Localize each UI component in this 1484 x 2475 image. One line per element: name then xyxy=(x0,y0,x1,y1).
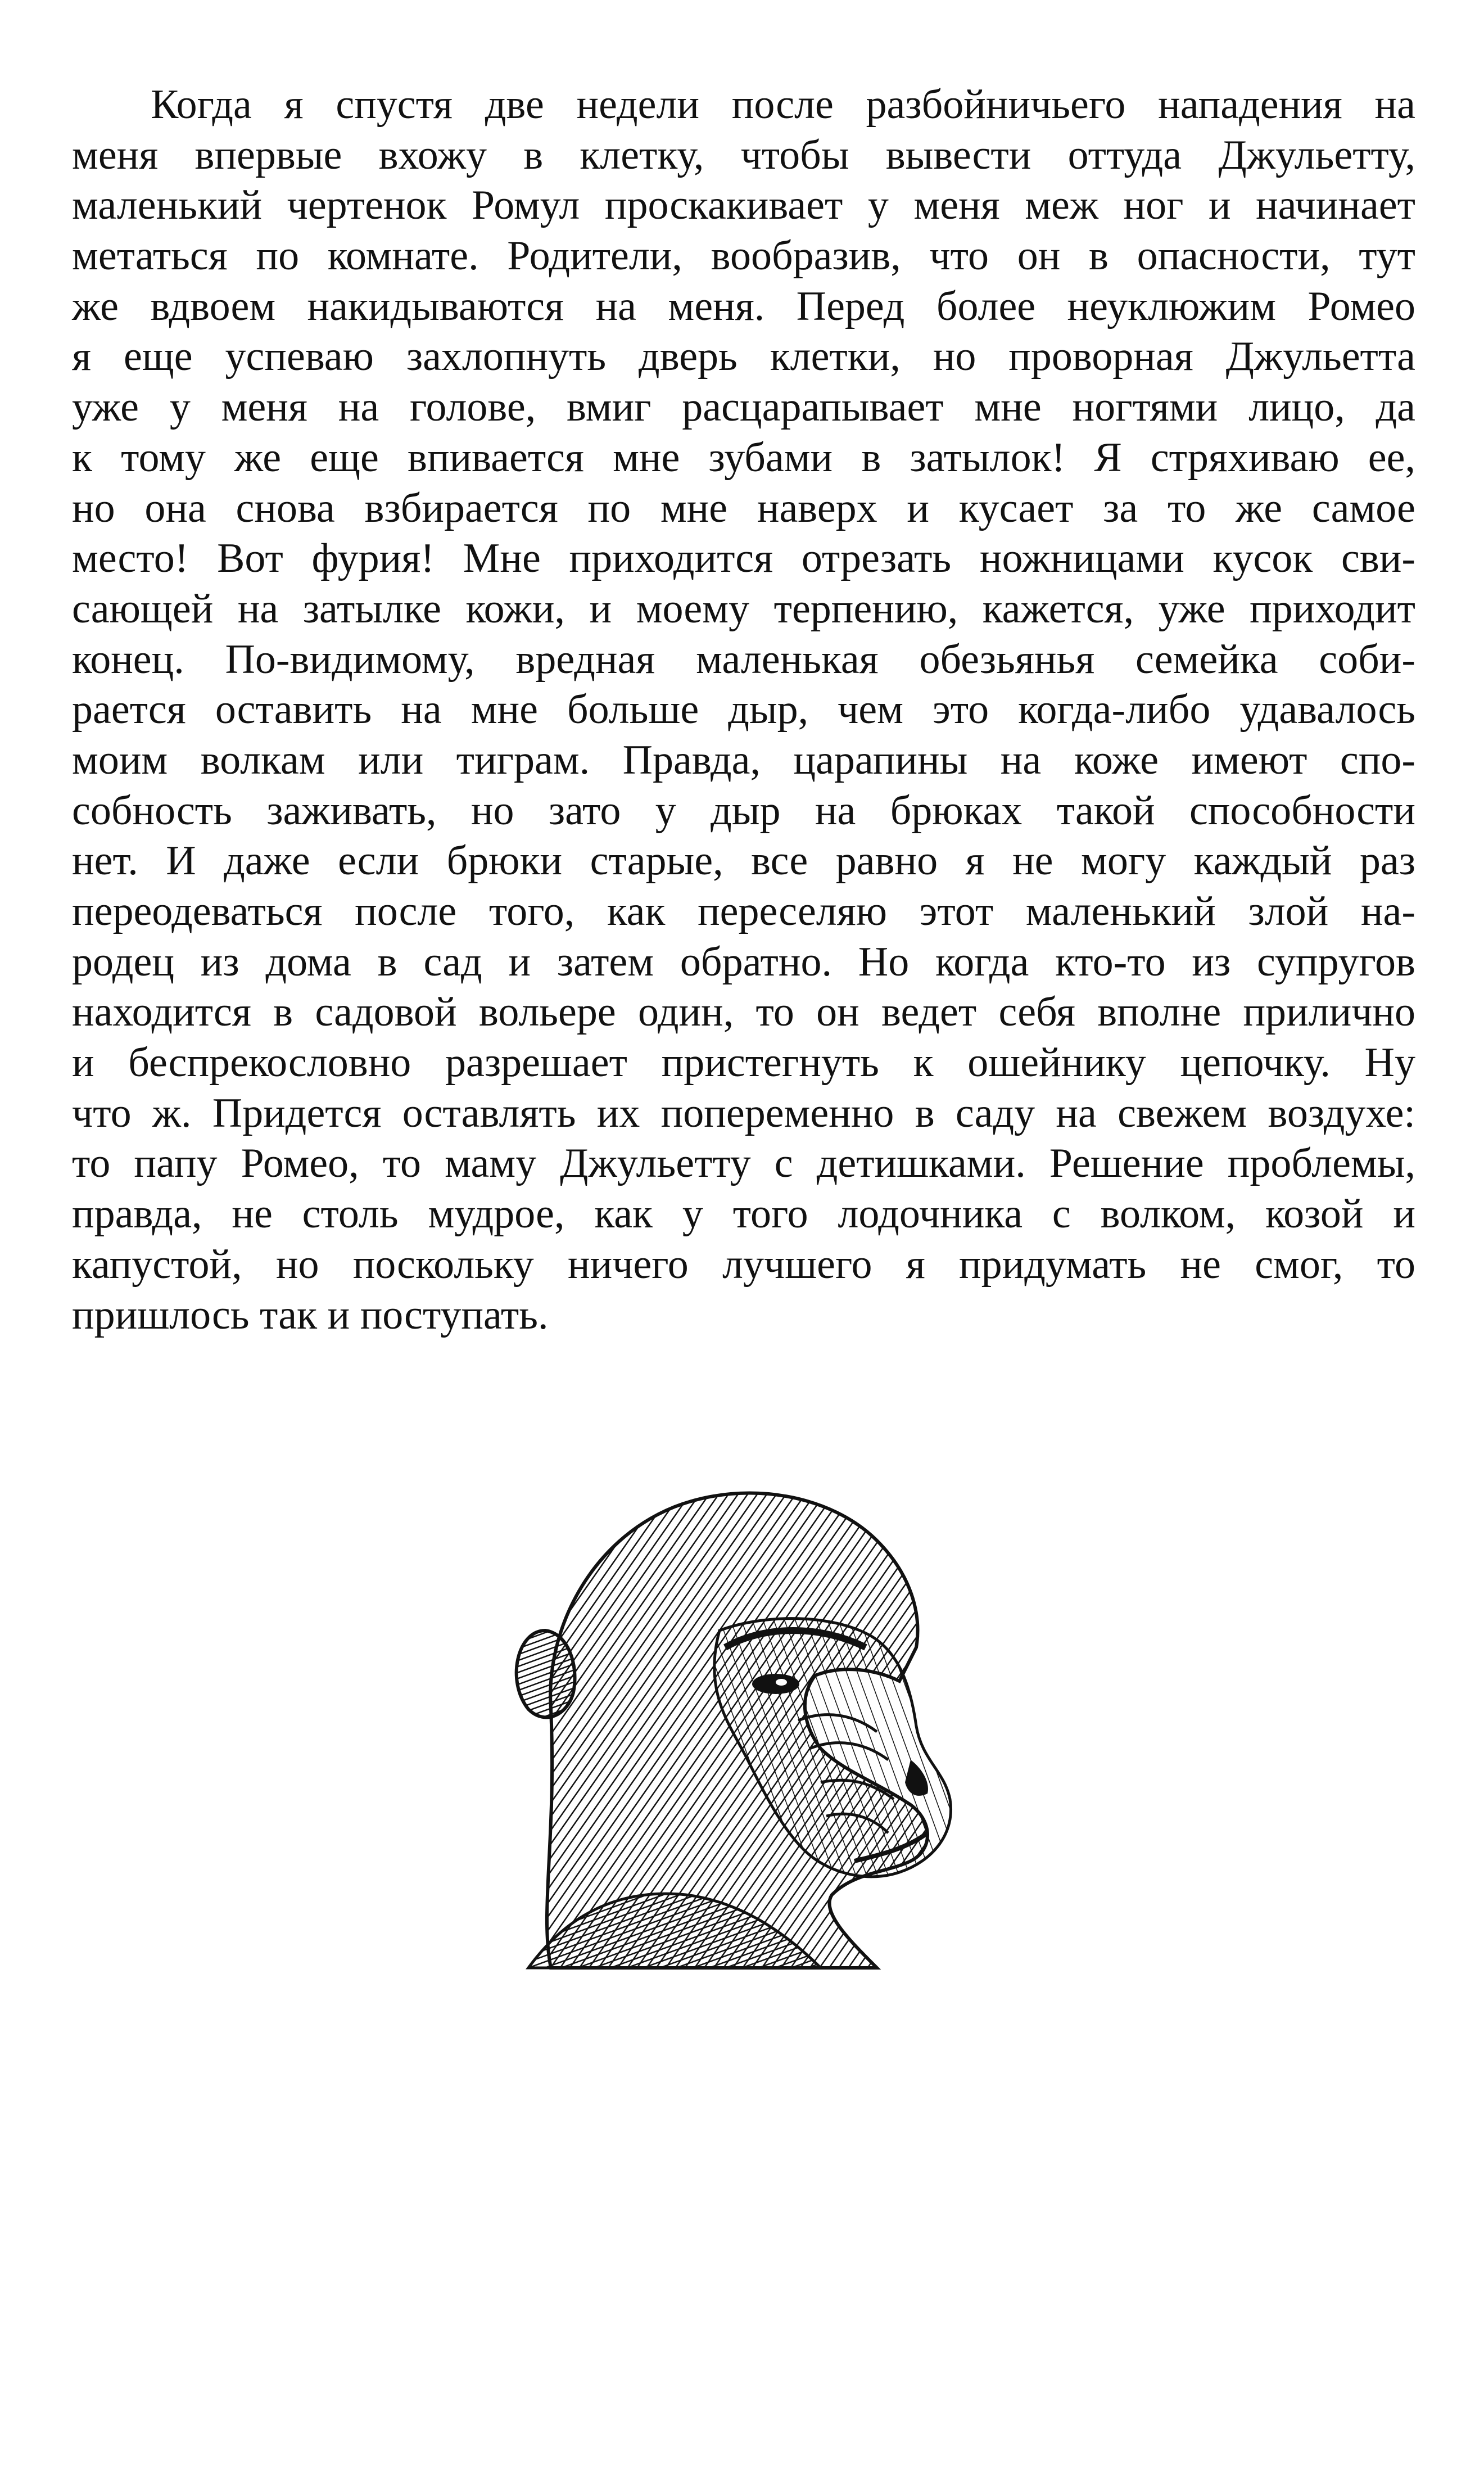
text-line: переодеваться после того, как переселяю этот маленький злой на- xyxy=(72,888,1415,934)
text-line: место! Вот фурия! Мне приходится отрезать ножницами кусок сви- xyxy=(72,535,1415,582)
text-line: капустой, но поскольку ничего лучшего я придумать не смог, то xyxy=(72,1241,1415,1288)
text-line: я еще успеваю захлопнуть дверь клетки, но проворная Джульетта xyxy=(72,333,1415,380)
text-line: правда, не столь мудрое, как у того лодочника с волком, козой и xyxy=(72,1191,1415,1238)
text-line: пришлось так и поступать. xyxy=(72,1291,549,1338)
chimpanzee-head-icon xyxy=(483,1445,1001,2007)
text-line: сающей на затылке кожи, и моему терпению, кажется, уже приходит xyxy=(72,585,1415,632)
text-line: находится в садовой вольере один, то он ведет себя вполне прилично xyxy=(72,989,1415,1036)
text-line: к тому же еще впивается мне зубами в затылок! Я стряхиваю ее, xyxy=(72,434,1415,481)
text-line: конец. По-видимому, вредная маленькая обезьянья семейка соби- xyxy=(72,636,1415,683)
body-text xyxy=(72,80,1415,1340)
text-line: собность заживать, но зато у дыр на брюках такой способности xyxy=(72,787,1415,834)
text-line: же вдвоем накидываются на меня. Перед более неуклюжим Ромео xyxy=(72,283,1415,329)
text-line: моим волкам или тиграм. Правда, царапины на коже имеют спо- xyxy=(72,737,1415,783)
text-line: маленький чертенок Ромул проскакивает у меня меж ног и начинает xyxy=(72,182,1415,229)
text-line: и беспрекословно разрешает пристегнуть к ошейнику цепочку. Ну xyxy=(72,1040,1415,1086)
text-line: нет. И даже если брюки старые, все равно я не могу каждый раз xyxy=(72,838,1415,884)
text-line: родец из дома в сад и затем обратно. Но когда кто-то из супругов xyxy=(72,938,1415,985)
chimpanzee-illustration xyxy=(483,1445,1001,2007)
text-line: что ж. Придется оставлять их попеременно в саду на свежем воздухе: xyxy=(72,1090,1415,1136)
text-line: меня впервые вхожу в клетку, чтобы вывести оттуда Джульетту, xyxy=(72,132,1415,178)
text-line: уже у меня на голове, вмиг расцарапывает мне ногтями лицо, да xyxy=(72,384,1415,431)
text-line: то папу Ромео, то маму Джульетту с детишками. Решение проблемы, xyxy=(72,1140,1415,1187)
text-line: Когда я спустя две недели после разбойничьего нападения на xyxy=(151,82,1415,128)
text-line: но она снова взбирается по мне наверх и кусает за то же самое xyxy=(72,485,1415,531)
text-line: метаться по комнате. Родители, вообразив, что он в опасности, тут xyxy=(72,233,1415,279)
text-line: рается оставить на мне больше дыр, чем это когда-либо удавалось xyxy=(72,687,1415,733)
